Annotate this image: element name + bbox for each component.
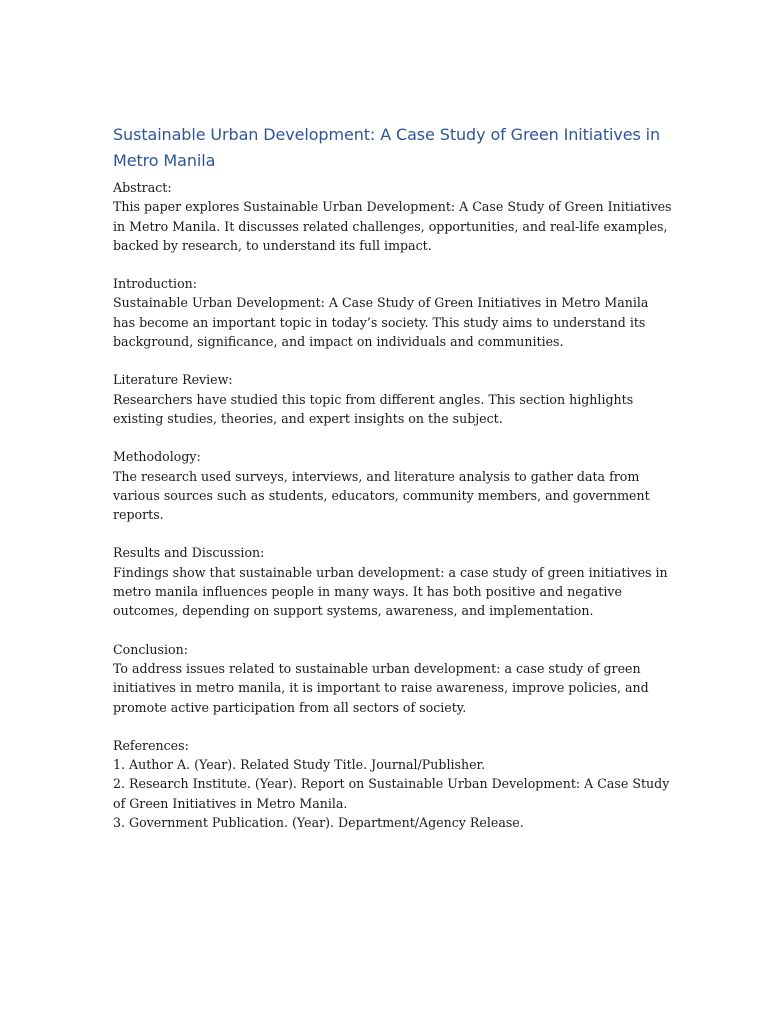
conclusion-section [113, 640, 673, 717]
references-heading: References: [113, 737, 189, 753]
document-title: Sustainable Urban Development: A Case Study of Green Initiatives in Metro Manila [113, 125, 661, 170]
introduction-heading: Introduction: [113, 276, 197, 292]
methodology-body: The research used surveys, interviews, and literature analysis to gather data from various sources such as students, educators, community members, and government reports. [113, 468, 650, 523]
literature-review-body: Researchers have studied this topic from different angles. This section highlights existing studies, theories, and expert insights on the subject. [113, 391, 634, 426]
introduction-body: Sustainable Urban Development: A Case Study of Green Initiatives in Metro Manila has become an important topic in today’s society. This study aims to understand its background, significance, and impact on individuals and communities. [113, 295, 649, 350]
reference-item: 1. Author A. (Year). Related Study Title. Journal/Publisher. [113, 757, 486, 773]
literature-review-section [113, 370, 673, 428]
results-section [113, 543, 673, 620]
results-body: Findings show that sustainable urban development: a case study of green initiatives in metro manila influences people in many ways. It has both positive and negative outcomes, depending on support systems, awareness, and implementation. [113, 564, 668, 619]
conclusion-body: To address issues related to sustainable urban development: a case study of green initiatives in metro manila, it is important to raise awareness, improve policies, and promote active participation from all sectors of society. [113, 660, 649, 715]
document-page [113, 122, 673, 832]
abstract-body: This paper explores Sustainable Urban Development: A Case Study of Green Initiatives in Metro Manila. It discusses related challenges, opportunities, and real-life examples, backed by research, to understand its full impact. [113, 199, 672, 253]
introduction-section [113, 274, 673, 351]
methodology-heading: Methodology: [113, 449, 201, 465]
results-heading: Results and Discussion: [113, 545, 265, 561]
methodology-section [113, 447, 673, 524]
abstract-heading: Abstract: [113, 180, 172, 195]
references-section [113, 736, 673, 832]
literature-review-heading: Literature Review: [113, 372, 233, 388]
abstract-section [113, 178, 673, 255]
conclusion-heading: Conclusion: [113, 641, 188, 657]
reference-item: 3. Government Publication. (Year). Department/Agency Release. [113, 815, 524, 831]
reference-item: 2. Research Institute. (Year). Report on Sustainable Urban Development: A Case Study of Green Initiatives in Metro Manila. [113, 776, 670, 811]
